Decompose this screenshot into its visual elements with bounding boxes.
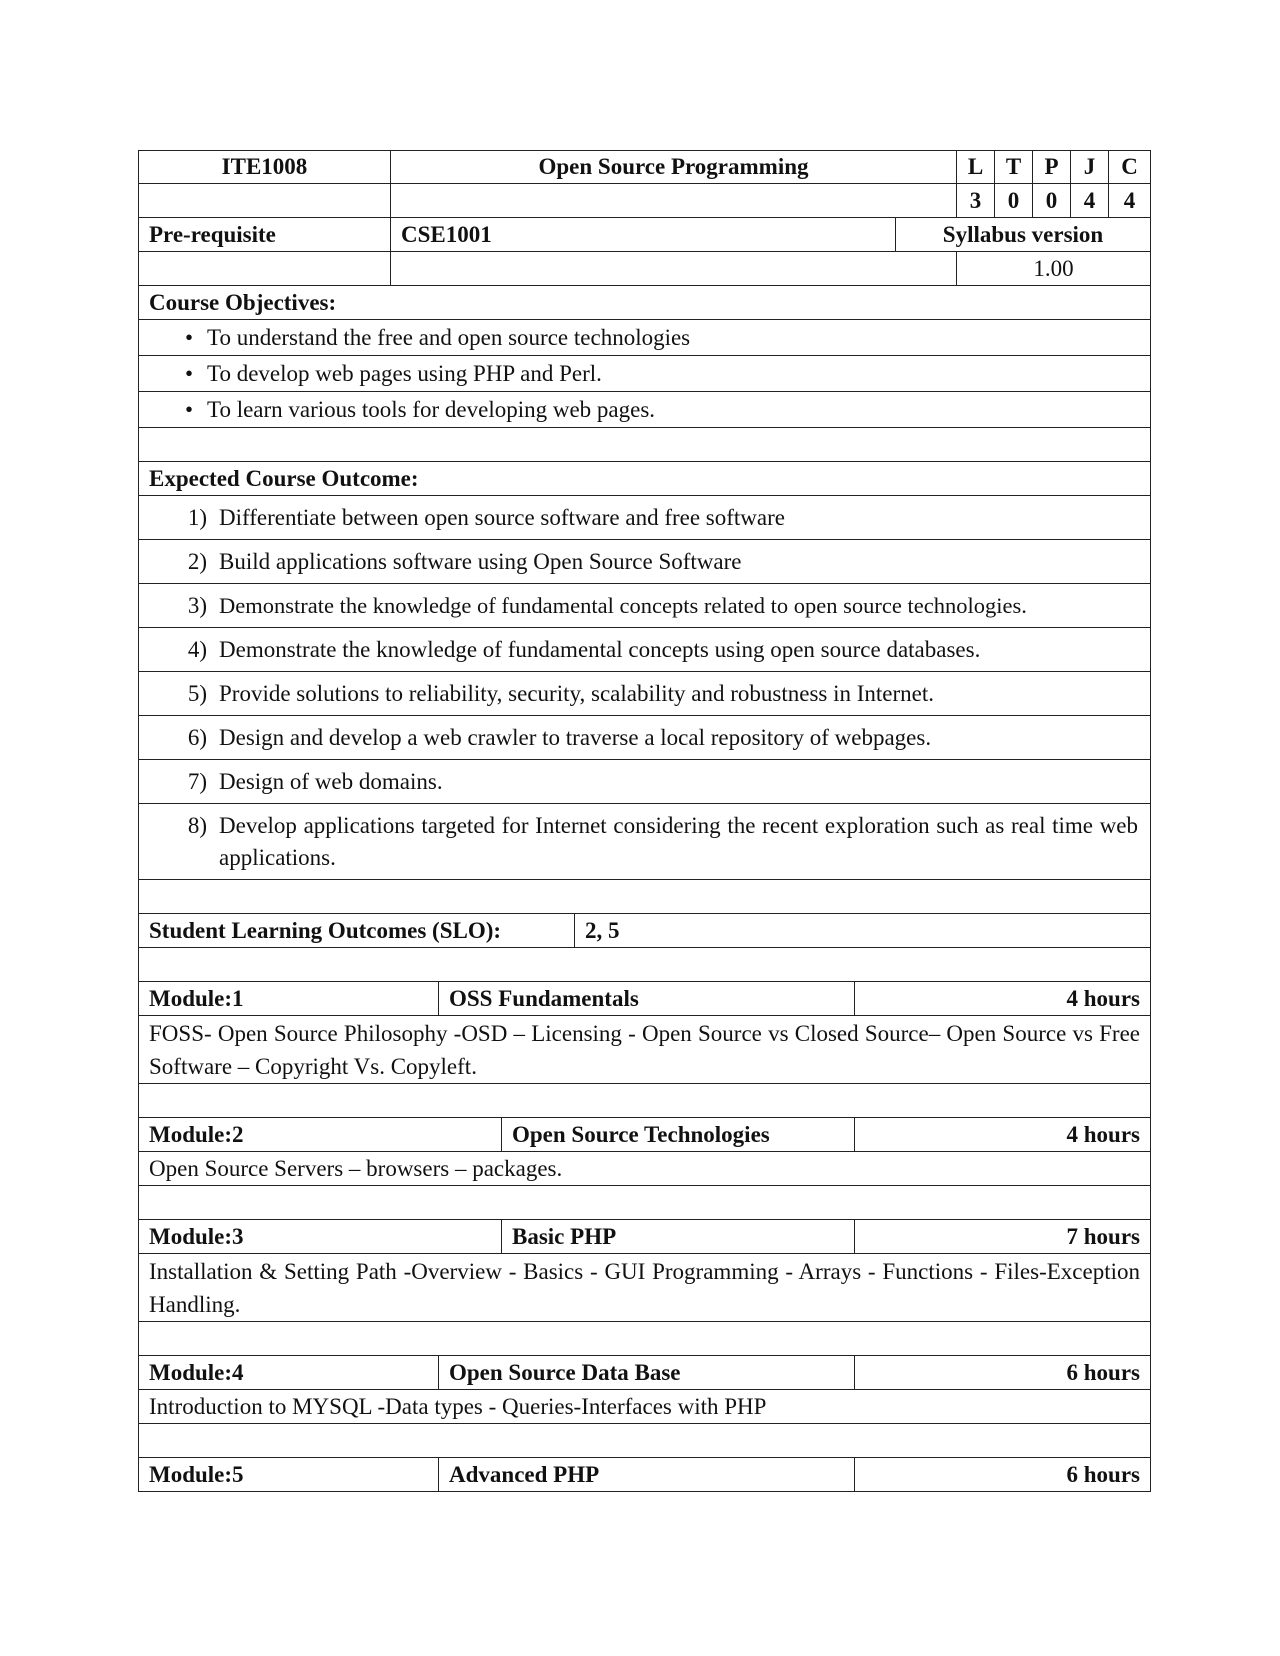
credit-label-c: C [1121, 154, 1138, 179]
module-content-row [138, 1254, 1151, 1322]
module-header-row [138, 1356, 1151, 1390]
module-header-row [138, 1220, 1151, 1254]
spacer-row [138, 1186, 1151, 1220]
prerequisite-row [138, 218, 1151, 252]
slo-row [138, 914, 1151, 948]
outcomes-heading-row [138, 462, 1151, 496]
outcome-number: 6) [187, 724, 207, 750]
module-header-row [138, 1458, 1151, 1492]
outcome-item [139, 540, 1150, 583]
outcome-text: Demonstrate the knowledge of fundamental concepts related to open source technologies. [219, 592, 1027, 618]
syllabus-version-row [138, 252, 1151, 286]
credit-value-c: 4 [1123, 187, 1136, 213]
outcome-item [139, 716, 1150, 759]
spacer-row [138, 1084, 1151, 1118]
slo-value: 2, 5 [585, 917, 620, 943]
spacer-row [138, 428, 1151, 462]
credit-value-t: 0 [995, 184, 1033, 217]
outcome-number: 1) [187, 504, 207, 530]
bullet-icon: • [184, 324, 194, 350]
empty-cell [391, 252, 957, 285]
credit-values-row [138, 184, 1151, 218]
module-content-row [138, 1390, 1151, 1424]
prerequisite-value: CSE1001 [391, 218, 896, 251]
outcomes-heading: Expected Course Outcome: [149, 465, 419, 491]
module-content-row [138, 1152, 1151, 1186]
outcome-text: Provide solutions to reliability, security, scalability and robustness in Internet. [219, 680, 934, 706]
module-title: OSS Fundamentals [439, 982, 855, 1015]
course-header-row [138, 150, 1151, 184]
module-label: Module:2 [139, 1118, 502, 1151]
outcome-text: Develop applications targeted for Internet considering the recent exploration such as real time web applications. [219, 812, 1138, 870]
module-hours: 7 hours [1066, 1223, 1140, 1249]
slo-label: Student Learning Outcomes (SLO): [139, 914, 575, 947]
outcome-number: 5) [187, 680, 207, 706]
empty-cell [139, 880, 1150, 913]
outcome-item [139, 760, 1150, 803]
empty-cell [139, 252, 391, 285]
module-content-text: Introduction to MYSQL -Data types - Queries-Interfaces with PHP [149, 1393, 767, 1419]
outcome-row [138, 716, 1151, 760]
bullet-icon: • [184, 360, 194, 386]
spacer-row [138, 948, 1151, 982]
credit-label-p: P [1033, 151, 1071, 183]
prerequisite-label: Pre-requisite [139, 218, 391, 251]
spacer-row [138, 1322, 1151, 1356]
module-hours: 6 hours [1066, 1359, 1140, 1385]
outcome-row [138, 628, 1151, 672]
objectives-heading-row [138, 286, 1151, 320]
spacer-row [138, 1424, 1151, 1458]
module-hours: 4 hours [1066, 985, 1140, 1011]
spacer-row [138, 880, 1151, 914]
credit-label-j: J [1071, 151, 1109, 183]
module-title: Open Source Data Base [439, 1356, 855, 1389]
outcome-number: 2) [187, 548, 207, 574]
objective-item [139, 320, 1150, 355]
outcome-item [139, 672, 1150, 715]
module-label: Module:5 [139, 1458, 439, 1491]
outcome-number: 3) [187, 592, 207, 618]
syllabus-version-value: 1.00 [1033, 255, 1074, 281]
module-content [139, 1255, 1150, 1321]
outcome-row [138, 804, 1151, 880]
module-label: Module:4 [139, 1356, 439, 1389]
course-title: Open Source Programming [391, 151, 957, 183]
outcome-row [138, 540, 1151, 584]
objectives-heading: Course Objectives: [149, 289, 337, 315]
outcome-item [139, 584, 1150, 627]
module-title: Advanced PHP [439, 1458, 855, 1491]
syllabus-version-label: Syllabus version [942, 221, 1104, 247]
module-header-row [138, 1118, 1151, 1152]
module-content-row [138, 1016, 1151, 1084]
outcome-text: Differentiate between open source software and free software [219, 504, 785, 530]
module-title: Basic PHP [502, 1220, 855, 1253]
syllabus-table [138, 150, 1151, 1492]
bullet-icon: • [184, 396, 194, 422]
empty-cell [139, 1186, 1150, 1219]
credit-label-l: L [957, 151, 995, 183]
outcome-item [139, 804, 1150, 879]
module-content-text: Installation & Setting Path -Overview - Basics - GUI Programming - Arrays - Functions - Files-Exception Handling. [149, 1258, 1140, 1317]
module-hours: 6 hours [1066, 1461, 1140, 1487]
objective-row [138, 320, 1151, 356]
module-content-text: FOSS- Open Source Philosophy -OSD – Licensing - Open Source vs Closed Source– Open Source vs Free Software – Copyright Vs. Copyleft. [149, 1020, 1140, 1079]
objective-text: To learn various tools for developing web pages. [207, 396, 656, 422]
outcome-row [138, 496, 1151, 540]
outcome-item [139, 496, 1150, 539]
module-hours: 4 hours [1066, 1121, 1140, 1147]
outcome-text: Design and develop a web crawler to traverse a local repository of webpages. [219, 724, 932, 750]
empty-cell [139, 1084, 1150, 1117]
module-content-text: Open Source Servers – browsers – packages. [149, 1155, 563, 1181]
outcome-text: Design of web domains. [219, 768, 443, 794]
objective-item [139, 392, 1150, 427]
outcome-number: 7) [187, 768, 207, 794]
credit-label-t: T [995, 151, 1033, 183]
empty-cell [391, 184, 957, 217]
objective-item [139, 356, 1150, 391]
module-title: Open Source Technologies [502, 1118, 855, 1151]
credit-value-j: 4 [1071, 184, 1109, 217]
objective-text: To understand the free and open source technologies [207, 324, 691, 350]
module-label: Module:3 [139, 1220, 502, 1253]
credit-value-l: 3 [957, 184, 995, 217]
outcome-text: Demonstrate the knowledge of fundamental concepts using open source databases. [219, 636, 981, 662]
objective-row [138, 356, 1151, 392]
empty-cell [139, 428, 1150, 461]
objective-text: To develop web pages using PHP and Perl. [207, 360, 602, 386]
course-code: ITE1008 [139, 151, 391, 183]
module-label: Module:1 [139, 982, 439, 1015]
outcome-number: 8) [187, 812, 207, 838]
outcome-item [139, 628, 1150, 671]
credit-value-p: 0 [1033, 184, 1071, 217]
empty-cell [139, 948, 1150, 981]
module-header-row [138, 982, 1151, 1016]
module-content [139, 1017, 1150, 1083]
outcome-row [138, 672, 1151, 716]
empty-cell [139, 1322, 1150, 1355]
outcome-number: 4) [187, 636, 207, 662]
objective-row [138, 392, 1151, 428]
empty-cell [139, 184, 391, 217]
outcome-text: Build applications software using Open Source Software [219, 548, 742, 574]
outcome-row [138, 760, 1151, 804]
outcome-row [138, 584, 1151, 628]
empty-cell [139, 1424, 1150, 1457]
